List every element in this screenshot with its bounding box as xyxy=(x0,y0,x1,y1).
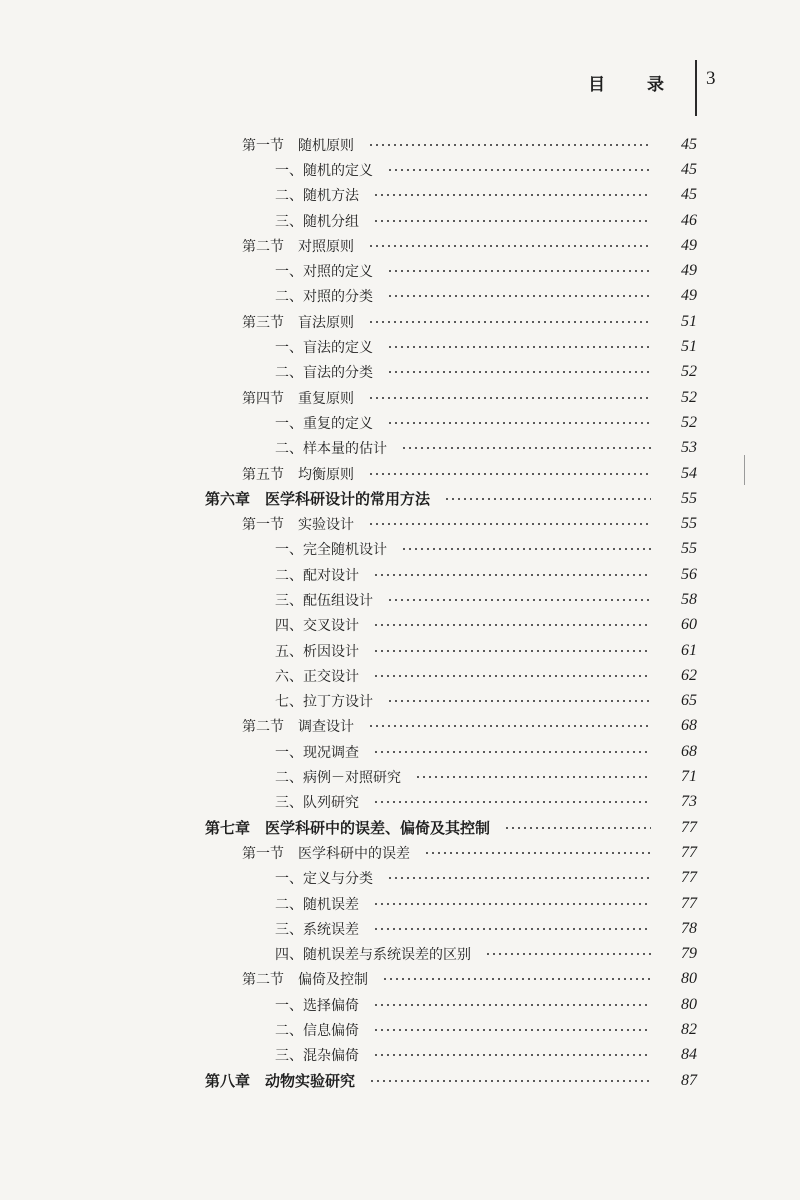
toc-page-number: 80 xyxy=(681,970,697,988)
toc-item-row xyxy=(0,689,800,714)
toc-entry-title: 第一节 医学科研中的误差 xyxy=(242,845,410,862)
toc-item-row xyxy=(0,562,800,587)
toc-item-row xyxy=(0,992,800,1017)
toc-page-number: 53 xyxy=(681,439,697,457)
toc-entry-title: 第六章 医学科研设计的常用方法 xyxy=(205,490,431,509)
toc-page-number: 71 xyxy=(681,768,697,786)
toc-entry-title: 一、随机的定义 xyxy=(275,162,373,179)
toc-entry-title: 第一节 实验设计 xyxy=(242,517,354,534)
toc-entry-title: 二、盲法的分类 xyxy=(275,365,373,382)
dot-leader xyxy=(373,674,651,678)
toc-section-row xyxy=(0,967,800,992)
page-header xyxy=(0,60,800,100)
toc-page-number: 68 xyxy=(681,717,697,735)
dot-leader xyxy=(387,269,651,273)
dot-leader xyxy=(387,345,651,349)
toc-item-row xyxy=(0,1017,800,1042)
dot-leader xyxy=(444,497,651,501)
dot-leader xyxy=(373,573,651,577)
dot-leader xyxy=(387,294,651,298)
toc-item-row xyxy=(0,157,800,182)
toc-entry-title: 一、定义与分类 xyxy=(275,871,373,888)
toc-item-row xyxy=(0,739,800,764)
toc-entry-title: 二、随机误差 xyxy=(275,896,359,913)
toc-page-number: 77 xyxy=(681,894,697,912)
toc-entry-title: 三、系统误差 xyxy=(275,921,359,938)
dot-leader xyxy=(368,244,651,248)
dot-leader xyxy=(387,421,651,425)
toc-item-row xyxy=(0,916,800,941)
toc-item-row xyxy=(0,613,800,638)
toc-chapter-row xyxy=(0,815,800,840)
dot-leader xyxy=(368,522,651,526)
toc-section-row xyxy=(0,714,800,739)
dot-leader xyxy=(401,446,651,450)
table-of-contents xyxy=(0,132,800,1093)
dot-leader xyxy=(373,902,651,906)
toc-page-number: 49 xyxy=(681,262,697,280)
dot-leader xyxy=(373,1028,651,1032)
toc-item-row xyxy=(0,1043,800,1068)
toc-entry-title: 三、队列研究 xyxy=(275,795,359,812)
toc-entry-title: 第三节 盲法原则 xyxy=(242,314,354,331)
dot-leader xyxy=(415,775,651,779)
toc-page-number: 51 xyxy=(681,312,697,330)
toc-entry-title: 二、随机方法 xyxy=(275,188,359,205)
dot-leader xyxy=(373,649,651,653)
toc-entry-title: 六、正交设计 xyxy=(275,668,359,685)
toc-page-number: 55 xyxy=(681,515,697,533)
toc-entry-title: 第四节 重复原则 xyxy=(242,390,354,407)
toc-entry-title: 二、样本量的估计 xyxy=(275,441,387,458)
toc-entry-title: 一、现况调查 xyxy=(275,744,359,761)
toc-item-row xyxy=(0,764,800,789)
toc-item-row xyxy=(0,258,800,283)
toc-chapter-row xyxy=(0,486,800,511)
toc-section-row xyxy=(0,461,800,486)
toc-entry-title: 第七章 医学科研中的误差、偏倚及其控制 xyxy=(205,819,491,838)
dot-leader xyxy=(387,876,651,880)
toc-page-number: 77 xyxy=(681,843,697,861)
header-title: 目 录 xyxy=(588,75,682,95)
dot-leader xyxy=(485,952,651,956)
toc-page-number: 73 xyxy=(681,793,697,811)
toc-entry-title: 第二节 偏倚及控制 xyxy=(242,972,368,989)
dot-leader xyxy=(401,547,651,551)
toc-page-number: 60 xyxy=(681,616,697,634)
dot-leader xyxy=(373,750,651,754)
toc-entry-title: 二、病例－对照研究 xyxy=(275,770,401,787)
toc-page-number: 65 xyxy=(681,692,697,710)
toc-page-number: 49 xyxy=(681,287,697,305)
toc-page-number: 49 xyxy=(681,236,697,254)
toc-item-row xyxy=(0,360,800,385)
toc-item-row xyxy=(0,866,800,891)
dot-leader xyxy=(373,219,651,223)
toc-chapter-row xyxy=(0,1068,800,1093)
dot-leader xyxy=(387,699,651,703)
toc-entry-title: 一、重复的定义 xyxy=(275,415,373,432)
toc-page-number: 80 xyxy=(681,995,697,1013)
toc-entry-title: 四、随机误差与系统误差的区别 xyxy=(275,947,471,964)
toc-section-row xyxy=(0,385,800,410)
toc-page-number: 52 xyxy=(681,363,697,381)
toc-section-row xyxy=(0,840,800,865)
dot-leader xyxy=(368,472,651,476)
toc-page-number: 62 xyxy=(681,666,697,684)
toc-entry-title: 一、盲法的定义 xyxy=(275,340,373,357)
toc-entry-title: 第八章 动物实验研究 xyxy=(205,1072,356,1091)
toc-entry-title: 二、配对设计 xyxy=(275,567,359,584)
toc-page-number: 56 xyxy=(681,565,697,583)
dot-leader xyxy=(373,623,651,627)
toc-entry-title: 第一节 随机原则 xyxy=(242,137,354,154)
dot-leader xyxy=(373,193,651,197)
toc-item-row xyxy=(0,183,800,208)
toc-item-row xyxy=(0,208,800,233)
toc-entry-title: 第五节 均衡原则 xyxy=(242,466,354,483)
toc-entry-title: 一、完全随机设计 xyxy=(275,542,387,559)
toc-page-number: 45 xyxy=(681,135,697,153)
toc-section-row xyxy=(0,511,800,536)
toc-page-number: 77 xyxy=(681,818,697,836)
toc-page-number: 61 xyxy=(681,641,697,659)
toc-item-row xyxy=(0,587,800,612)
toc-entry-title: 二、信息偏倚 xyxy=(275,1023,359,1040)
toc-page-number: 55 xyxy=(681,489,697,507)
dot-leader xyxy=(373,927,651,931)
toc-entry-title: 三、随机分组 xyxy=(275,213,359,230)
dot-leader xyxy=(387,598,651,602)
toc-entry-title: 一、对照的定义 xyxy=(275,264,373,281)
toc-page-number: 52 xyxy=(681,388,697,406)
dot-leader xyxy=(368,143,651,147)
dot-leader xyxy=(369,1079,651,1083)
toc-page-number: 78 xyxy=(681,919,697,937)
toc-item-row xyxy=(0,790,800,815)
toc-page-number: 45 xyxy=(681,160,697,178)
header-page-number: 3 xyxy=(706,68,716,89)
toc-entry-title: 三、配伍组设计 xyxy=(275,592,373,609)
dot-leader xyxy=(368,724,651,728)
toc-item-row xyxy=(0,638,800,663)
dot-leader xyxy=(373,1053,651,1057)
toc-page-number: 55 xyxy=(681,540,697,558)
dot-leader xyxy=(373,1003,651,1007)
dot-leader xyxy=(387,168,651,172)
toc-section-row xyxy=(0,309,800,334)
toc-item-row xyxy=(0,410,800,435)
toc-page-number: 45 xyxy=(681,186,697,204)
dot-leader xyxy=(424,851,651,855)
toc-page-number: 54 xyxy=(681,464,697,482)
toc-item-row xyxy=(0,891,800,916)
dot-leader xyxy=(387,370,651,374)
toc-page-number: 79 xyxy=(681,945,697,963)
toc-entry-title: 七、拉丁方设计 xyxy=(275,694,373,711)
toc-entry-title: 四、交叉设计 xyxy=(275,618,359,635)
toc-item-row xyxy=(0,537,800,562)
toc-section-row xyxy=(0,233,800,258)
dot-leader xyxy=(368,396,651,400)
toc-page-number: 84 xyxy=(681,1046,697,1064)
toc-entry-title: 第二节 对照原则 xyxy=(242,238,354,255)
dot-leader xyxy=(373,800,651,804)
toc-entry-title: 五、析因设计 xyxy=(275,643,359,660)
toc-item-row xyxy=(0,663,800,688)
header-divider xyxy=(695,60,697,116)
dot-leader xyxy=(382,977,651,981)
toc-page-number: 82 xyxy=(681,1021,697,1039)
toc-page-number: 58 xyxy=(681,590,697,608)
toc-page-number: 51 xyxy=(681,338,697,356)
toc-section-row xyxy=(0,132,800,157)
toc-page-number: 52 xyxy=(681,413,697,431)
toc-page-number: 77 xyxy=(681,869,697,887)
toc-item-row xyxy=(0,436,800,461)
toc-page-number: 68 xyxy=(681,742,697,760)
dot-leader xyxy=(504,826,651,830)
toc-item-row xyxy=(0,284,800,309)
dot-leader xyxy=(368,320,651,324)
toc-entry-title: 第二节 调查设计 xyxy=(242,719,354,736)
toc-item-row xyxy=(0,334,800,359)
toc-entry-title: 二、对照的分类 xyxy=(275,289,373,306)
toc-entry-title: 一、选择偏倚 xyxy=(275,997,359,1014)
toc-page-number: 87 xyxy=(681,1071,697,1089)
toc-page-number: 46 xyxy=(681,211,697,229)
page-edge-mark xyxy=(744,455,745,485)
toc-entry-title: 三、混杂偏倚 xyxy=(275,1048,359,1065)
toc-item-row xyxy=(0,942,800,967)
